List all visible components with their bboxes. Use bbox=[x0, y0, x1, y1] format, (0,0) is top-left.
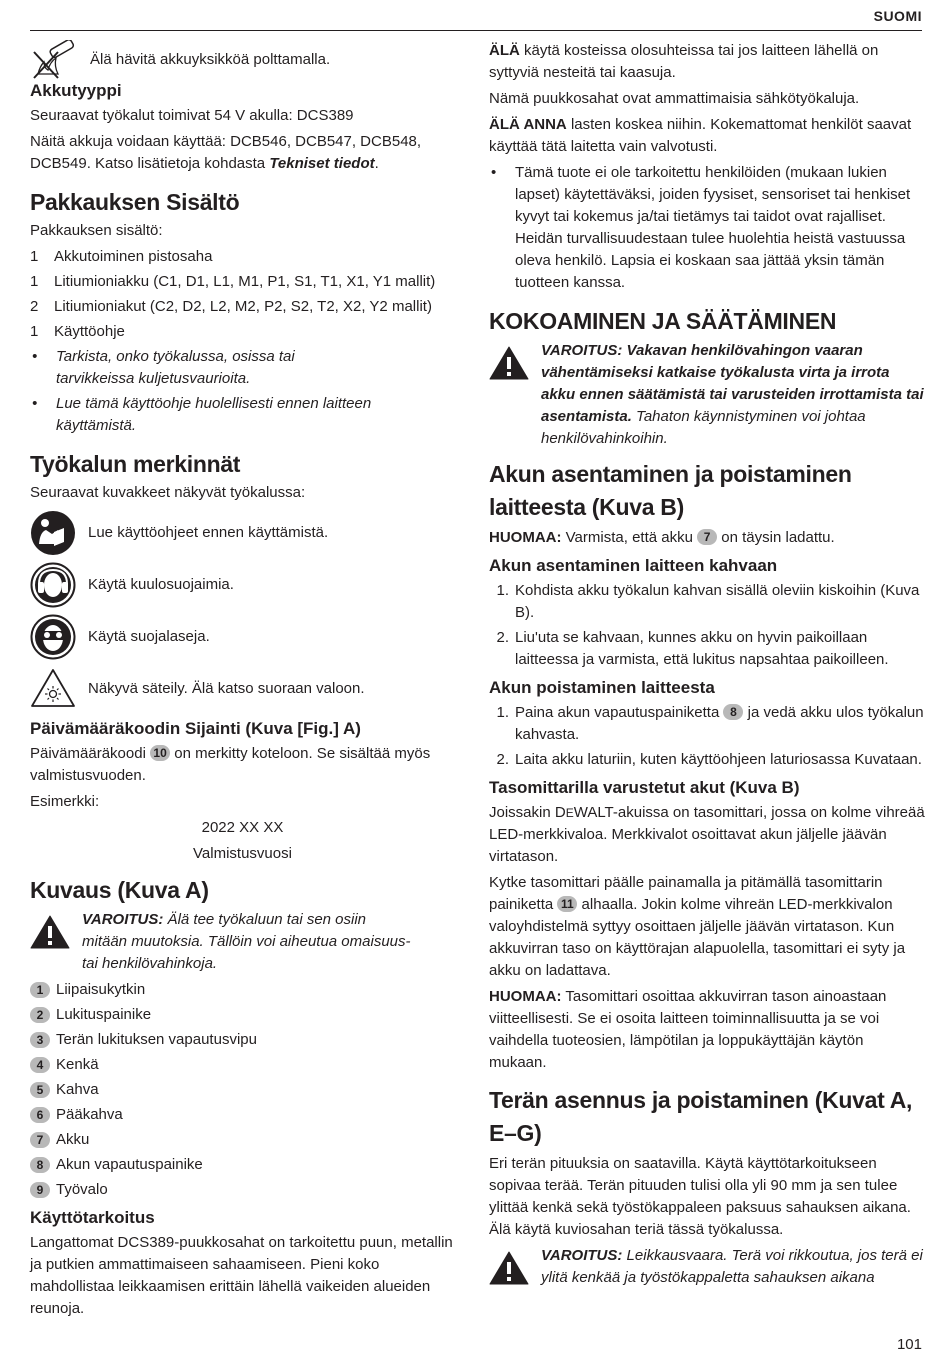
right-column bbox=[489, 40, 925, 1296]
marking-text: Näkyvä säteily. Älä katso suoraan valoon. bbox=[88, 680, 365, 697]
markings-intro: Seuraavat kuvakkeet näkyvät työkalussa: bbox=[30, 484, 306, 501]
limited-capability-bullet: • Tämä tuote ei ole tarkoitettu henkilöiden (mukaan lukien lapset) käytettäväksi, joiden fyysiset, sensoriset tai henkiset kyvyt tai kokemus ja/tai tietämys tai taidot ovat rajalliset. Heidän turvallisuudestaan tulee huolehtia heistä vastuussa oleva henkilö. Lapsia ei koskaan saa jättää yksin tämän tuotteen kanssa. bbox=[491, 164, 911, 291]
part-number-badge: 11 bbox=[557, 896, 577, 912]
wet-conditions-text: ÄLÄ käytä kosteissa olosuhteissa tai jos laitteen lähellä on syttyviä nesteitä tai kaasuja. bbox=[489, 42, 879, 81]
no-burning-icon bbox=[30, 40, 82, 80]
component-item: 4 Kenkä bbox=[30, 1054, 455, 1076]
marking-row bbox=[30, 562, 455, 608]
fuel-gauge-note: HUOMAA: Tasomittari osoittaa akkuvirran tason ainoastaan viitteellisesti. Se ei osoita laitteen toiminnallisuutta ja se voi vaihdella tuoteosien, lämpötilan ja loppukäyttäjän käytön mukaan. bbox=[489, 988, 887, 1071]
page-number: 101 bbox=[896, 1336, 922, 1353]
eye-protection-icon bbox=[30, 614, 80, 660]
read-manual-icon bbox=[30, 510, 80, 556]
intended-use-text: Langattomat DCS389-puukkosahat on tarkoitettu puun, metallin ja putkien ammattimaiseen sahaamiseen. Pieni koko mahdollistaa leikkaamisen erittäin lähellä vaikeiden alueiden reunoja. bbox=[30, 1234, 453, 1317]
component-item: 6 Pääkahva bbox=[30, 1104, 455, 1126]
marking-text: Käytä kuulosuojaimia. bbox=[88, 576, 234, 593]
battery-charged-note: HUOMAA: Varmista, että akku 7 on täysin ladattu. bbox=[489, 529, 835, 546]
example-label: Esimerkki: bbox=[30, 793, 100, 810]
blade-heading: Terän asennus ja poistaminen (Kuvat A, E–G) bbox=[489, 1087, 913, 1146]
marking-row bbox=[30, 614, 455, 660]
assembly-heading: KOKOAMINEN JA SÄÄTÄMINEN bbox=[489, 308, 837, 334]
blade-text: Eri terän pituuksia on saatavilla. Käytä käyttötarkoitukseen sopivaa terää. Terän pituuden tulisi olla yli 90 mm ja sen tulee ylittää kenkä sekä työstökappaleen paksuus sahauksen aikana. Älä käytä kuviosahan teriä tässä työkalussa. bbox=[489, 1155, 911, 1238]
package-bullet: • Lue tämä käyttöohje huolellisesti ennen laitteen käyttämistä. bbox=[32, 395, 372, 434]
marking-row bbox=[30, 510, 455, 556]
marking-row bbox=[30, 666, 455, 712]
technical-data-ref: Tekniset tiedot bbox=[269, 155, 375, 172]
package-item: 1 Litiumioniakku (C1, D1, L1, M1, P1, S1, T1, X1, Y1 mallit) bbox=[30, 273, 436, 290]
remove-step: 1. Paina akun vapautuspainiketta 8 ja vedä akku ulos työkalun kahvasta. bbox=[496, 704, 924, 743]
package-heading: Pakkauksen Sisältö bbox=[30, 189, 240, 215]
example-value: 2022 XX XX bbox=[201, 819, 284, 836]
ear-protection-icon bbox=[30, 562, 80, 608]
fuel-gauge-heading: Tasomittarilla varustetut akut (Kuva B) bbox=[489, 778, 800, 797]
package-item: 1 Käyttöohje bbox=[30, 323, 125, 340]
component-item: 8 Akun vapautuspainike bbox=[30, 1154, 455, 1176]
assembly-warning: VAROITUS: Vakavan henkilövahingon vaaran vähentämiseksi katkaise työkalusta virta ja irrota akku ennen säätämistä tai varusteiden irrottamista tai asentamista. Tahaton käynnistyminen voi johtaa henkilövahinkoihin. bbox=[489, 340, 925, 450]
date-code-heading: Päivämääräkoodin Sijainti (Kuva [Fig.] A) bbox=[30, 719, 361, 738]
component-item: 7 Akku bbox=[30, 1129, 455, 1151]
professional-tools-text: Nämä puukkosahat ovat ammattimaisia sähkötyökaluja. bbox=[489, 90, 860, 107]
fuel-gauge-p2: Kytke tasomittari päälle painamalla ja pitämällä tasomittarin painiketta 11 alhaalla. Jokin kolme vihreän LED-merkkivalon valoyhdistelmä syttyy osoittaen jäljelle jäävän virtatason. Kun akkuvirran taso on käyttörajan alapuolella, tasomittari ei syty ja akku on ladattava. bbox=[489, 874, 906, 979]
warning-triangle-icon bbox=[489, 1245, 531, 1292]
header-rule bbox=[30, 30, 922, 31]
package-bullet: • Tarkista, onko työkalussa, osissa tai tarvikkeissa kuljetusvaurioita. bbox=[32, 348, 295, 387]
part-number-badge: 8 bbox=[723, 704, 743, 720]
install-step: 1. Kohdista akku työkalun kahvan sisällä oleviin kiskoihin (Kuva B). bbox=[496, 582, 920, 621]
fuel-gauge-p1: Joissakin DEWALT-akuissa on tasomittari, jossa on kolme vihreää LED-merkkivaloa. Merkkivalot osoittavat akun jäljelle jäävän virtatason. bbox=[489, 804, 925, 865]
date-code-text: Päivämääräkoodi 10 on merkitty koteloon. Se sisältää myös valmistusvuoden. bbox=[30, 745, 431, 784]
burn-warning-text: Älä hävitä akkuyksikköä polttamalla. bbox=[90, 51, 331, 68]
markings-heading: Työkalun merkinnät bbox=[30, 451, 241, 477]
part-number-badge: 7 bbox=[697, 529, 717, 545]
battery-type-heading: Akkutyyppi bbox=[30, 81, 122, 100]
remove-heading: Akun poistaminen laitteesta bbox=[489, 678, 715, 697]
component-item: 1 Liipaisukytkin bbox=[30, 979, 455, 1001]
part-number-badge: 10 bbox=[150, 745, 170, 761]
package-item: 2 Litiumioniakut (C2, D2, L2, M2, P2, S2, T2, X2, Y2 mallit) bbox=[30, 298, 432, 315]
install-step: 2. Liu'uta se kahvaan, kunnes akku on hyvin paikoillaan laitteessa ja varmista, että lukitus napsahtaa paikoilleen. bbox=[496, 629, 889, 668]
package-intro: Pakkauksen sisältö: bbox=[30, 222, 163, 239]
package-item: 1 Akkutoiminen pistosaha bbox=[30, 248, 213, 265]
language-label: SUOMI bbox=[873, 8, 922, 24]
battery-install-heading: Akun asentaminen ja poistaminen laitteesta (Kuva B) bbox=[489, 461, 852, 520]
warning-triangle-icon bbox=[489, 340, 531, 450]
battery-type-p1: Seuraavat työkalut toimivat 54 V akulla: DCS389 bbox=[30, 107, 354, 124]
left-column bbox=[30, 40, 455, 1324]
example-caption: Valmistusvuosi bbox=[193, 845, 292, 862]
install-heading: Akun asentaminen laitteen kahvaan bbox=[489, 556, 778, 575]
blade-warning: VAROITUS: Leikkausvaara. Terä voi rikkoutua, jos terä ei ylitä kenkää ja työstökappaletta sahauksen aikana bbox=[489, 1245, 925, 1292]
battery-type-p2: Näitä akkuja voidaan käyttää: DCB546, DCB547, DCB548, DCB549. Katso lisätietoja kohdasta Tekniset tiedot. bbox=[30, 133, 422, 172]
remove-step: 2. Laita akku laturiin, kuten käyttöohjeen laturiosassa Kuvataan. bbox=[496, 751, 922, 768]
warning-triangle-icon bbox=[30, 909, 72, 975]
component-item: 3 Terän lukituksen vapautusvipu bbox=[30, 1029, 455, 1051]
modification-warning: VAROITUS: Älä tee työkaluun tai sen osiin mitään muutoksia. Tällöin voi aiheutua omaisuus- tai henkilövahinkoja. bbox=[30, 909, 455, 975]
radiation-warning-icon bbox=[30, 666, 80, 712]
component-item: 2 Lukituspainike bbox=[30, 1004, 455, 1026]
component-item: 9 Työvalo bbox=[30, 1179, 455, 1201]
marking-text: Lue käyttöohjeet ennen käyttämistä. bbox=[88, 524, 329, 541]
marking-text: Käytä suojalaseja. bbox=[88, 628, 210, 645]
component-item: 5 Kahva bbox=[30, 1079, 455, 1101]
intended-use-heading: Käyttötarkoitus bbox=[30, 1208, 155, 1227]
children-text: ÄLÄ ANNA lasten koskea niihin. Kokemattomat henkilöt saavat käyttää tätä laitetta vain valvotusti. bbox=[489, 116, 912, 155]
description-heading: Kuvaus (Kuva A) bbox=[30, 877, 209, 903]
burn-warning-row bbox=[30, 40, 455, 80]
